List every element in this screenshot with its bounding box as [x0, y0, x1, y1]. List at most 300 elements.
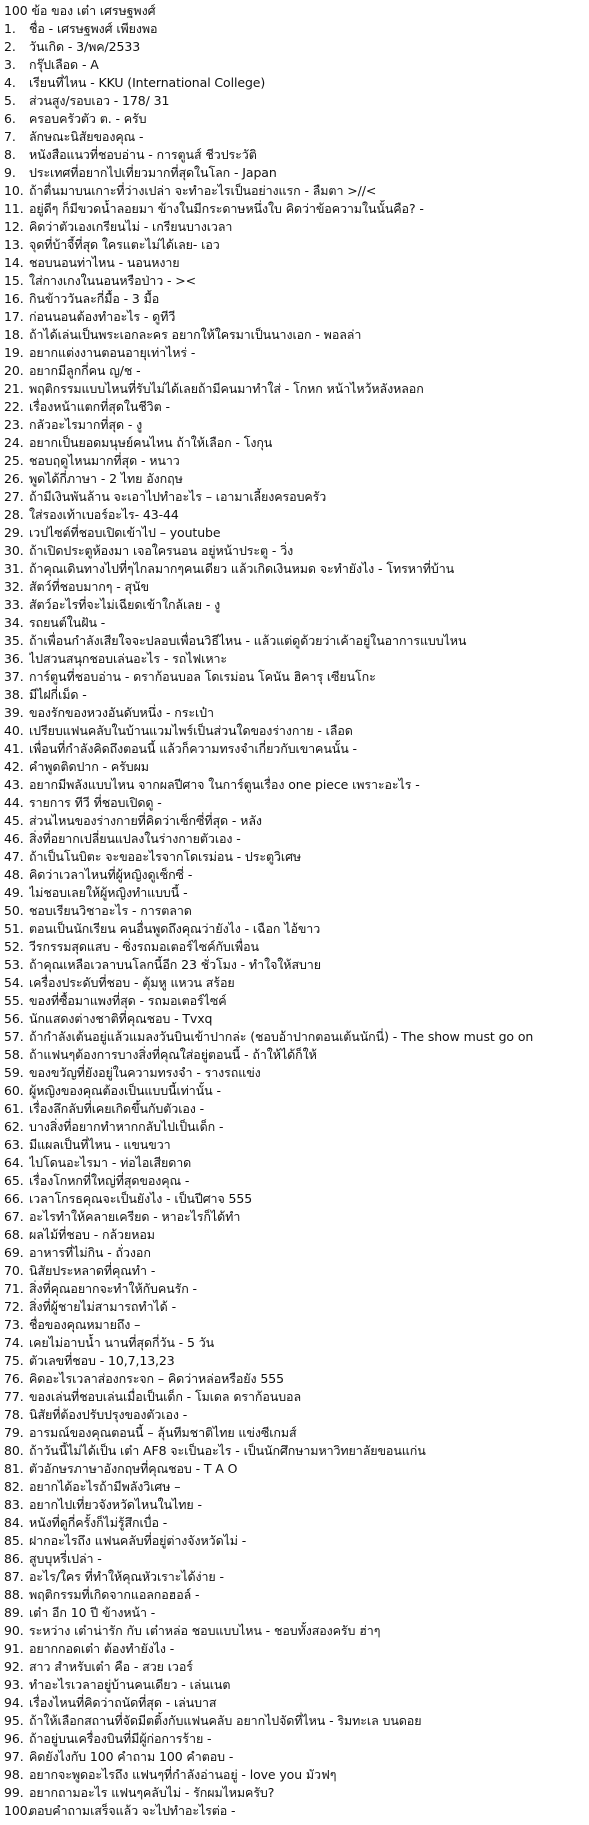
item-text: ผลไม้ที่ชอบ - กล้วยหอม — [29, 1227, 155, 1242]
list-item — [4, 1100, 585, 1118]
list-item — [4, 1118, 585, 1136]
list-item — [4, 1316, 585, 1334]
item-text: ใส่รองเท้าเบอร์อะไร- 43-44 — [29, 507, 179, 522]
item-text: อาหารที่ไม่กิน - ถั่วงอก — [29, 1245, 151, 1260]
item-text: ของขวัญที่ยังอยู่ในความทรงจำ - รางรถแข่ง — [29, 1065, 261, 1080]
item-text: ถ้าอยู่บนเครื่องบินที่มีผู้ก่อการร้าย - — [29, 1731, 212, 1746]
item-number: 11. — [4, 201, 24, 216]
item-number: 55. — [4, 993, 24, 1008]
list-item — [4, 1370, 585, 1388]
item-number: 46. — [4, 831, 24, 846]
item-number: 52. — [4, 939, 24, 954]
item-text: ตัวอักษรภาษาอังกฤษที่คุณชอบ - T A O — [29, 1461, 238, 1476]
list-item — [4, 884, 585, 902]
item-number: 23. — [4, 417, 24, 432]
list-item — [4, 1154, 585, 1172]
item-text: เรื่องลึกลับที่เคยเกิดขึ้นกับตัวเอง - — [29, 1101, 205, 1116]
item-number: 5. — [4, 93, 16, 108]
item-text: คิดว่าตัวเองเกรียนไม่ - เกรียนบางเวลา — [29, 219, 233, 234]
item-text: ถ้าเป็นโนบิตะ จะขออะไรจากโดเรม่อน - ประตูวิเศษ — [29, 849, 302, 864]
item-number: 89. — [4, 1605, 24, 1620]
list-item — [4, 1748, 585, 1766]
item-text: สิ่งที่คุณอยากจะทำให้กับคนรัก - — [29, 1281, 197, 1296]
list-item — [4, 722, 585, 740]
item-number: 54. — [4, 975, 24, 990]
item-text: ไม่ชอบเลยให้ผู้หญิงทำแบบนี้ - — [29, 885, 188, 900]
item-text: ใส่กางเกงในนอนหรือป่าว - >< — [29, 273, 197, 288]
list-item — [4, 704, 585, 722]
item-number: 90. — [4, 1623, 24, 1638]
item-text: ชื่อ - เศรษฐพงศ์ เพียงพอ — [29, 21, 158, 36]
item-text: ประเทศที่อยากไปเที่ยวมากที่สุดในโลก - Japan — [29, 165, 277, 180]
item-text: หนังที่ดูกี่ครั้งก็ไม่รู้สึกเบื่อ - — [29, 1515, 168, 1530]
list-item — [4, 1280, 585, 1298]
item-number: 41. — [4, 741, 24, 756]
item-text: เต๋า อีก 10 ปี ข้างหน้า - — [29, 1605, 156, 1620]
item-number: 57. — [4, 1029, 24, 1044]
list-item — [4, 1604, 585, 1622]
list-item — [4, 254, 585, 272]
list-item — [4, 578, 585, 596]
item-text: อะไร/ใคร ที่ทำให้คุณหัวเราะได้ง่าย - — [29, 1569, 224, 1584]
item-number: 70. — [4, 1263, 24, 1278]
item-text: เพื่อนที่กำลังคิดถึงตอนนี้ แล้วก็ความทรงจำเกี่ยวกับเขาคนนั้น - — [29, 741, 357, 756]
item-number: 80. — [4, 1443, 24, 1458]
item-number: 53. — [4, 957, 24, 972]
item-number: 65. — [4, 1173, 24, 1188]
item-text: ของรักของหวงอันดับหนึ่ง - กระเป๋า — [29, 705, 214, 720]
list-item — [4, 992, 585, 1010]
item-number: 43. — [4, 777, 24, 792]
item-number: 14. — [4, 255, 24, 270]
item-text: สูบบุหรี่เปล่า - — [29, 1551, 102, 1566]
list-item — [4, 326, 585, 344]
list-item — [4, 308, 585, 326]
item-text: จุดที่บ้าจี้ที่สุด ใครแตะไม่ได้เลย- เอว — [29, 237, 220, 252]
list-item — [4, 812, 585, 830]
item-text: ไปโดนอะไรมา - ท่อไอเสียดาด — [29, 1155, 192, 1170]
list-item — [4, 470, 585, 488]
list-item — [4, 524, 585, 542]
item-number: 94. — [4, 1695, 24, 1710]
list-item — [4, 1046, 585, 1064]
list-item — [4, 740, 585, 758]
list-item — [4, 1550, 585, 1568]
item-text: ถ้าเปิดประตูห้องมา เจอใครนอน อยู่หน้าประตู - วิ่ง — [29, 543, 294, 558]
item-number: 47. — [4, 849, 24, 864]
item-number: 81. — [4, 1461, 24, 1476]
list-item — [4, 146, 585, 164]
list-item — [4, 920, 585, 938]
list-item — [4, 632, 585, 650]
item-text: ตอนเป็นนักเรียน คนอื่นพูดถึงคุณว่ายังไง - เฉือก ไอ้ขาว — [29, 921, 321, 936]
list-item — [4, 1424, 585, 1442]
item-number: 17. — [4, 309, 24, 324]
item-text: เครื่องประดับที่ชอบ - ตุ้มหู แหวน สร้อย — [29, 975, 235, 990]
list-item — [4, 956, 585, 974]
list-item — [4, 416, 585, 434]
list-item — [4, 200, 585, 218]
list-item — [4, 560, 585, 578]
list-item — [4, 1262, 585, 1280]
item-number: 51. — [4, 921, 24, 936]
list-item — [4, 452, 585, 470]
item-text: ตอบคำถามเสร็จแล้ว จะไปทำอะไรต่อ - — [29, 1803, 236, 1818]
list-item — [4, 92, 585, 110]
item-text: บางสิ่งที่อยากทำหากกลับไปเป็นเด็ก - — [29, 1119, 224, 1134]
list-item — [4, 1568, 585, 1586]
item-text: อยากได้อะไรถ้ามีพลังวิเศษ – — [29, 1479, 181, 1494]
list-item — [4, 1172, 585, 1190]
list-item — [4, 758, 585, 776]
list-item — [4, 1766, 585, 1784]
item-text: อารมณ์ของคุณตอนนี้ – ลุ้นทีมชาติไทย แข่งซีเกมส์ — [29, 1425, 297, 1440]
item-number: 67. — [4, 1209, 24, 1224]
item-number: 63. — [4, 1137, 24, 1152]
item-number: 64. — [4, 1155, 24, 1170]
item-text: ชอบฤดูไหนมากที่สุด - หนาว — [29, 453, 180, 468]
item-text: นักแสดงต่างชาติที่คุณชอบ - Tvxq — [29, 1011, 213, 1026]
item-number: 86. — [4, 1551, 24, 1566]
list-item — [4, 1406, 585, 1424]
item-text: ชื่อของคุณหมายถึง – — [29, 1317, 141, 1332]
item-text: อยากจะพูดอะไรถึง แฟนๆที่กำลังอ่านอยู่ - love you มัวฟๆ — [29, 1767, 337, 1782]
list-item — [4, 614, 585, 632]
item-number: 4. — [4, 75, 16, 90]
item-number: 42. — [4, 759, 24, 774]
list-item — [4, 38, 585, 56]
item-number: 61. — [4, 1101, 24, 1116]
list-item — [4, 1640, 585, 1658]
list-item — [4, 830, 585, 848]
item-number: 32. — [4, 579, 24, 594]
list-item — [4, 686, 585, 704]
item-number: 34. — [4, 615, 24, 630]
item-number: 68. — [4, 1227, 24, 1242]
item-number: 25. — [4, 453, 24, 468]
item-text: สาว สำหรับเต๋า คือ - สวย เวอร์ — [29, 1659, 193, 1674]
item-number: 62. — [4, 1119, 24, 1134]
item-text: ถ้าเพื่อนกำลังเสียใจจะปลอบเพื่อนวิธีไหน - แล้วแต่ดูด้วยว่าเค้าอยู่ในอาการแบบไหน — [29, 633, 467, 648]
item-number: 13. — [4, 237, 24, 252]
item-text: ถ้ามีเงินพันล้าน จะเอาไปทำอะไร – เอามาเลี้ยงครอบครัว — [29, 489, 327, 504]
item-text: อยากแต่งงานตอนอายุเท่าไหร่ - — [29, 345, 196, 360]
item-number: 2. — [4, 39, 16, 54]
item-text: ทำอะไรเวลาอยู่บ้านคนเดียว - เล่นเนต — [29, 1677, 231, 1692]
item-number: 91. — [4, 1641, 24, 1656]
item-text: ลักษณะนิสัยของคุณ - — [29, 129, 144, 144]
item-text: อยากเป็นยอดมนุษย์คนไหน ถ้าให้เลือก - โงกุน — [29, 435, 273, 450]
item-number: 71. — [4, 1281, 24, 1296]
item-number: 8. — [4, 147, 16, 162]
item-number: 45. — [4, 813, 24, 828]
item-number: 87. — [4, 1569, 24, 1584]
item-number: 49. — [4, 885, 24, 900]
list-item — [4, 272, 585, 290]
list-item — [4, 128, 585, 146]
item-number: 18. — [4, 327, 24, 342]
item-number: 35. — [4, 633, 24, 648]
item-number: 76. — [4, 1371, 24, 1386]
list-item — [4, 434, 585, 452]
item-number: 27. — [4, 489, 24, 504]
item-number: 3. — [4, 57, 16, 72]
list-item — [4, 20, 585, 38]
item-number: 1. — [4, 21, 16, 36]
item-text: คิดอะไรเวลาส่องกระจก – คิดว่าหล่อหรือยัง 555 — [29, 1371, 284, 1386]
item-text: พฤติกรรมแบบไหนที่รับไม่ได้เลยถ้ามีคนมาทำใส่ - โกหก หน้าไหว้หลังหลอก — [29, 381, 424, 396]
list-item — [4, 1694, 585, 1712]
item-number: 69. — [4, 1245, 24, 1260]
item-text: เวลาโกรธคุณจะเป็นยังไง - เป็นปีศาจ 555 — [29, 1191, 253, 1206]
item-text: สิ่งที่ผู้ชายไม่สามารถทำได้ - — [29, 1299, 176, 1314]
item-number: 96. — [4, 1731, 24, 1746]
list-item — [4, 902, 585, 920]
item-text: วันเกิด - 3/พค/2533 — [29, 39, 141, 54]
item-text: คิดยังไงกับ 100 คำถาม 100 คำตอบ - — [29, 1749, 234, 1764]
list-item — [4, 1676, 585, 1694]
item-number: 100. — [4, 1803, 32, 1818]
item-text: ชอบเรียนวิชาอะไร - การตลาด — [29, 903, 192, 918]
list-item — [4, 1712, 585, 1730]
item-text: เวปไซต์ที่ชอบเปิดเข้าไป – youtube — [29, 525, 221, 540]
item-text: ส่วนสูง/รอบเอว - 178/ 31 — [29, 93, 170, 108]
list-item — [4, 74, 585, 92]
item-text: หนังสือแนวที่ชอบอ่าน - การตูนส์ ชีวประวัติ — [29, 147, 257, 162]
item-text: พูดได้กี่ภาษา - 2 ไทย อังกฤษ — [29, 471, 183, 486]
item-number: 66. — [4, 1191, 24, 1206]
list-item — [4, 1010, 585, 1028]
item-number: 40. — [4, 723, 24, 738]
item-text: ชอบนอนท่าไหน - นอนหงาย — [29, 255, 180, 270]
item-text: ตัวเลขที่ชอบ - 10,7,13,23 — [29, 1353, 175, 1368]
list-item — [4, 1334, 585, 1352]
list-item — [4, 542, 585, 560]
item-text: เรียนที่ไหน - KKU (International College) — [29, 75, 266, 90]
item-text: สัตว์ที่ชอบมากๆ - สุนัข — [29, 579, 149, 594]
list-item — [4, 164, 585, 182]
item-number: 98. — [4, 1767, 24, 1782]
list-item — [4, 1064, 585, 1082]
item-text: ก่อนนอนต้องทำอะไร - ดูทีวี — [29, 309, 176, 324]
list-item — [4, 1244, 585, 1262]
item-number: 56. — [4, 1011, 24, 1026]
item-text: วีรกรรมสุดแสบ - ซิ่งรถมอเตอร์ไซค์กับเพื่อน — [29, 939, 259, 954]
item-number: 60. — [4, 1083, 24, 1098]
list-item — [4, 344, 585, 362]
item-number: 85. — [4, 1533, 24, 1548]
list-item — [4, 1082, 585, 1100]
item-number: 93. — [4, 1677, 24, 1692]
item-text: รถยนต์ในฝัน - — [29, 615, 106, 630]
item-text: ฝากอะไรถึง แฟนคลับที่อยู่ต่างจังหวัดไม่ - — [29, 1533, 247, 1548]
item-number: 44. — [4, 795, 24, 810]
list-item — [4, 362, 585, 380]
list-item — [4, 776, 585, 794]
list-item — [4, 1784, 585, 1802]
list-item — [4, 794, 585, 812]
list-item — [4, 596, 585, 614]
item-text: สัตว์อะไรที่จะไม่เฉียดเข้าใกล้เลย - งู — [29, 597, 221, 612]
item-text: อยู่ดีๆ ก็มีขวดน้ำลอยมา ข้างในมีกระดาษหนึ่งใบ คิดว่าข้อความในนั้นคือ? - — [29, 201, 424, 216]
item-number: 22. — [4, 399, 24, 414]
item-text: การ์ตูนที่ชอบอ่าน - ดราก้อนบอล โดเรม่อน โคนัน ฮิคารุ เซียนโกะ — [29, 669, 376, 684]
item-number: 58. — [4, 1047, 24, 1062]
item-number: 59. — [4, 1065, 24, 1080]
item-text: กรุ๊ปเลือด - A — [29, 57, 99, 72]
list-item — [4, 380, 585, 398]
item-number: 95. — [4, 1713, 24, 1728]
item-text: ระหว่าง เต๋าน่ารัก กับ เต๋าหล่อ ชอบแบบไหน - ชอบทั้งสองครับ ฮ่าๆ — [29, 1623, 381, 1638]
item-text: ของเล่นที่ชอบเล่นเมื่อเป็นเด็ก - โมเดล ดราก้อนบอล — [29, 1389, 302, 1404]
list-item — [4, 1658, 585, 1676]
item-text: รายการ ทีวี ที่ชอบเปิดดู - — [29, 795, 162, 810]
list-item — [4, 182, 585, 200]
item-text: ถ้าได้เล่นเป็นพระเอกละคร อยากให้ใครมาเป็นนางเอก - พอลล่า — [29, 327, 362, 342]
item-number: 15. — [4, 273, 24, 288]
item-text: ของที่ซื้อมาแพงที่สุด - รถมอเตอร์ไซค์ — [29, 993, 227, 1008]
list-item — [4, 1442, 585, 1460]
item-number: 97. — [4, 1749, 24, 1764]
item-text: ถ้ากำลังเต้นอยู่แล้วแมลงวันบินเข้าปากล่ะ (ชอบอ้าปากตอนเต้นนักนี่) - The show must go on — [29, 1029, 534, 1044]
item-text: อยากมีพลังแบบไหน จากผลปีศาจ ในการ์ตูนเรื่อง one piece เพราะอะไร - — [29, 777, 420, 792]
list-item — [4, 1514, 585, 1532]
item-number: 36. — [4, 651, 24, 666]
item-text: เปรียบแฟนคลับในบ้านแวมไพร์เป็นส่วนใดของร่างกาย - เลือด — [29, 723, 353, 738]
list-item — [4, 1622, 585, 1640]
item-number: 33. — [4, 597, 24, 612]
item-text: กินข้าววันละกี่มื้อ - 3 มื้อ — [29, 291, 160, 306]
list-item — [4, 1532, 585, 1550]
item-number: 20. — [4, 363, 24, 378]
item-text: ถ้าวันนี้ไม่ได้เป็น เต๋า AF8 จะเป็นอะไร - เป็นนักศึกษามหาวิทยาลัยขอนแก่น — [29, 1443, 426, 1458]
item-text: อะไรทำให้คลายเครียด - หาอะไรก็ได้ทำ — [29, 1209, 241, 1224]
item-text: คิดว่าเวลาไหนที่ผู้หญิงดูเซ็กซี่ - — [29, 867, 193, 882]
item-number: 39. — [4, 705, 24, 720]
list-item — [4, 974, 585, 992]
item-number: 50. — [4, 903, 24, 918]
item-number: 28. — [4, 507, 24, 522]
item-text: ถ้าให้เลือกสถานที่จัดมีตติ้งกับแฟนคลับ อยากไปจัดที่ไหน - ริมทะเล บนดอย — [29, 1713, 422, 1728]
item-number: 31. — [4, 561, 24, 576]
list-item — [4, 218, 585, 236]
item-text: นิสัยประหลาดที่คุณทำ - — [29, 1263, 156, 1278]
item-text: ถ้าตื่นมาบนเกาะที่ว่างเปล่า จะทำอะไรเป็นอย่างแรก - ลืมตา >//< — [29, 183, 377, 198]
item-number: 84. — [4, 1515, 24, 1530]
list-item — [4, 110, 585, 128]
item-text: ถ้าแฟนๆต้องการบางสิ่งที่คุณใส่อยู่ตอนนี้ - ถ้าให้ได้ก็ให้ — [29, 1047, 317, 1062]
item-number: 99. — [4, 1785, 24, 1800]
item-text: ครอบครัวตัว ต. - ครับ — [29, 111, 147, 126]
item-number: 77. — [4, 1389, 24, 1404]
item-number: 26. — [4, 471, 24, 486]
item-text: เรื่องไหนที่คิดว่าถนัดที่สุด - เล่นบาส — [29, 1695, 217, 1710]
list-item — [4, 1352, 585, 1370]
item-number: 74. — [4, 1335, 24, 1350]
item-text: คำพูดติดปาก - ครับผม — [29, 759, 149, 774]
list-item — [4, 1730, 585, 1748]
item-number: 83. — [4, 1497, 24, 1512]
list-item — [4, 1136, 585, 1154]
item-number: 73. — [4, 1317, 24, 1332]
item-number: 82. — [4, 1479, 24, 1494]
list-item — [4, 1298, 585, 1316]
list-item — [4, 1226, 585, 1244]
item-number: 16. — [4, 291, 24, 306]
item-text: เรื่องหน้าแตกที่สุดในชีวิต - — [29, 399, 170, 414]
item-text: มีแผลเป็นที่ไหน - แขนขวา — [29, 1137, 171, 1152]
item-text: อยากมีลูกกี่คน ญ/ช - — [29, 363, 141, 378]
item-text: อยากกอดเต๋า ต้องทำยังไง - — [29, 1641, 175, 1656]
list-item — [4, 1388, 585, 1406]
item-text: อยากไปเที่ยวจังหวัดไหนในไทย - — [29, 1497, 202, 1512]
qa-list — [4, 20, 585, 1820]
list-item — [4, 1028, 585, 1046]
list-item — [4, 1802, 585, 1820]
list-item — [4, 1190, 585, 1208]
page-title: 100 ข้อ ของ เต๋า เศรษฐพงศ์ — [4, 3, 156, 18]
list-item — [4, 506, 585, 524]
item-number: 7. — [4, 129, 16, 144]
list-item — [4, 1208, 585, 1226]
item-number: 30. — [4, 543, 24, 558]
list-item — [4, 866, 585, 884]
list-item — [4, 1460, 585, 1478]
item-text: ถ้าคุณเหลือเวลาบนโลกนี้อีก 23 ชั่วโมง - ทำใจให้สบาย — [29, 957, 321, 972]
item-number: 19. — [4, 345, 24, 360]
item-text: ไปสวนสนุกชอบเล่นอะไร - รถไฟเหาะ — [29, 651, 228, 666]
item-number: 48. — [4, 867, 24, 882]
list-item — [4, 56, 585, 74]
item-text: ผู้หญิงของคุณต้องเป็นแบบนี้เท่านั้น - — [29, 1083, 221, 1098]
list-item — [4, 1586, 585, 1604]
item-number: 24. — [4, 435, 24, 450]
list-item — [4, 290, 585, 308]
item-number: 21. — [4, 381, 24, 396]
item-text: ถ้าคุณเดินทางไปที่ๆไกลมากๆคนเดียว แล้วเกิดเงินหมด จะทำยังไง - โทรหาที่บ้าน — [29, 561, 455, 576]
item-number: 88. — [4, 1587, 24, 1602]
list-item — [4, 650, 585, 668]
list-item — [4, 938, 585, 956]
item-text: อยากถามอะไร แฟนๆคลับไม่ - รักผมไหมครับ? — [29, 1785, 275, 1800]
item-number: 75. — [4, 1353, 24, 1368]
item-number: 29. — [4, 525, 24, 540]
list-item — [4, 668, 585, 686]
item-text: เรื่องโกหกที่ใหญ่ที่สุดของคุณ - — [29, 1173, 190, 1188]
item-number: 10. — [4, 183, 24, 198]
item-text: พฤติกรรมที่เกิดจากแอลกอฮอล์ - — [29, 1587, 200, 1602]
list-item — [4, 398, 585, 416]
item-text: สิ่งที่อยากเปลี่ยนแปลงในร่างกายตัวเอง - — [29, 831, 241, 846]
item-number: 37. — [4, 669, 24, 684]
list-item — [4, 848, 585, 866]
item-number: 12. — [4, 219, 24, 234]
item-number: 6. — [4, 111, 16, 126]
item-number: 9. — [4, 165, 16, 180]
list-item — [4, 488, 585, 506]
item-number: 92. — [4, 1659, 24, 1674]
item-number: 72. — [4, 1299, 24, 1314]
item-number: 78. — [4, 1407, 24, 1422]
list-item — [4, 236, 585, 254]
item-text: กลัวอะไรมากที่สุด - งู — [29, 417, 143, 432]
item-number: 79. — [4, 1425, 24, 1440]
list-item — [4, 1478, 585, 1496]
item-text: เคยไม่อาบน้ำ นานที่สุดกี่วัน - 5 วัน — [29, 1335, 215, 1350]
item-number: 38. — [4, 687, 24, 702]
item-text: นิสัยที่ต้องปรับปรุงของตัวเอง - — [29, 1407, 188, 1422]
item-text: ส่วนไหนของร่างกายที่คิดว่าเซ็กซี่ที่สุด - หลัง — [29, 813, 262, 828]
